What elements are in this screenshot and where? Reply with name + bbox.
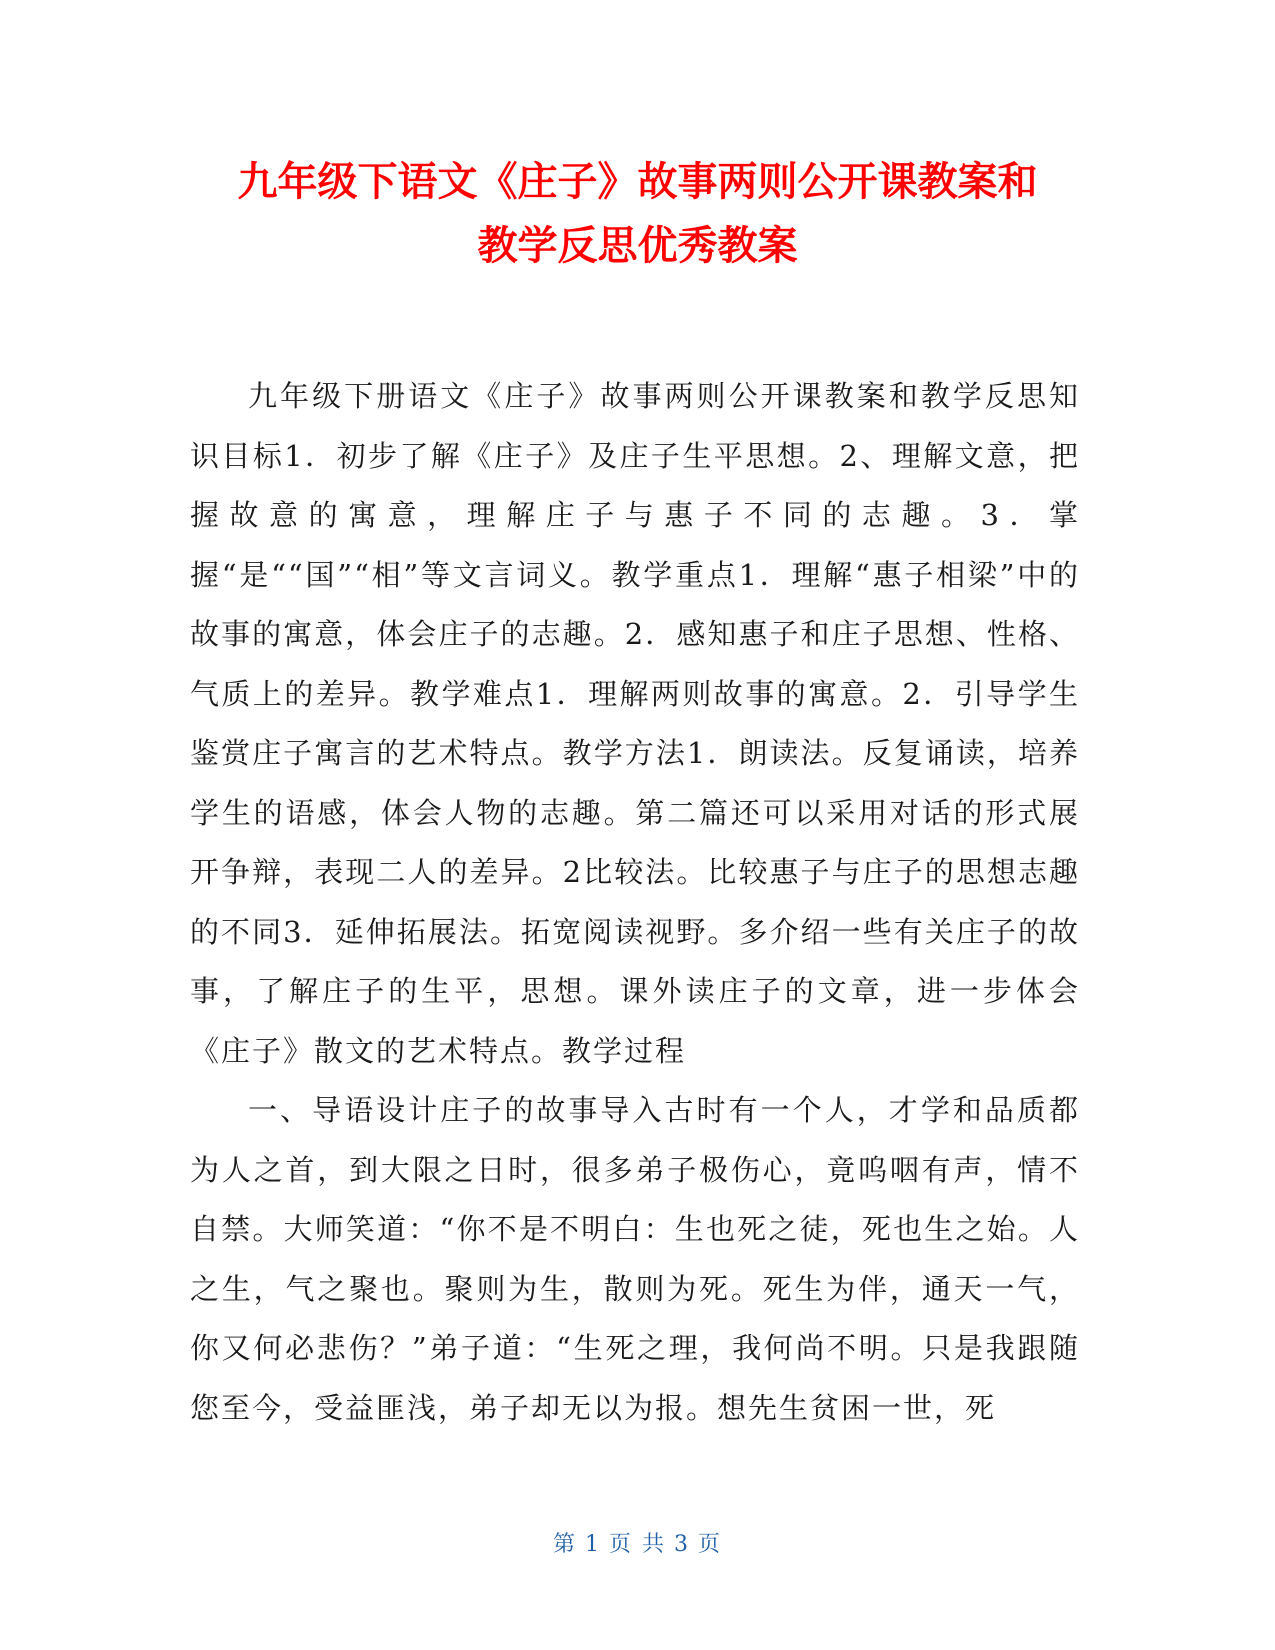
- document-body: [190, 367, 1080, 1438]
- body-paragraph-2: 一、导语设计庄子的故事导入古时有一个人，才学和品质都为人之首，到大限之日时，很多弟子极伤心，竟呜咽有声，情不自禁。大师笑道：“你不是不明白：生也死之徒，死也生之始。人之生，气之聚也。聚则为生，散则为死。死生为伴，通天一气，你又何必悲伤？”弟子道：“生死之理，我何尚不明。只是我跟随您至今，受益匪浅，弟子却无以为报。想先生贫困一世，死: [190, 1093, 1080, 1425]
- page-footer: [0, 1527, 1275, 1558]
- footer-suffix: 页: [698, 1532, 723, 1557]
- footer-prefix: 第: [552, 1532, 577, 1557]
- title-line-2: 教学反思优秀教案: [477, 223, 798, 269]
- body-paragraph-1: 九年级下册语文《庄子》故事两则公开课教案和教学反思知识目标1．初步了解《庄子》及庄子生平思想。2、理解文意，把握故意的寓意，理解庄子与惠子不同的志趣。3．掌握“是““国”“相”等文言词义。教学重点1．理解“惠子相梁”中的故事的寓意，体会庄子的志趣。2．感知惠子和庄子思想、性格、气质上的差异。教学难点1．理解两则故事的寓意。2．引导学生鉴赏庄子寓言的艺术特点。教学方法1．朗读法。反复诵读，培养学生的语感，体会人物的志趣。第二篇还可以采用对话的形式展开争辩，表现二人的差异。2比较法。比较惠子与庄子的思想志趣的不同3．延伸拓展法。拓宽阅读视野。多介绍一些有关庄子的故事，了解庄子的生平，思想。课外读庄子的文章，进一步体会《庄子》散文的艺术特点。教学过程: [190, 379, 1080, 1068]
- footer-total-pages: 3: [674, 1532, 690, 1557]
- footer-mid: 页 共: [609, 1532, 666, 1557]
- footer-current-page: 1: [585, 1532, 601, 1557]
- title-line-1: 九年级下语文《庄子》故事两则公开课教案和: [237, 159, 1038, 205]
- document-title: [160, 150, 1115, 278]
